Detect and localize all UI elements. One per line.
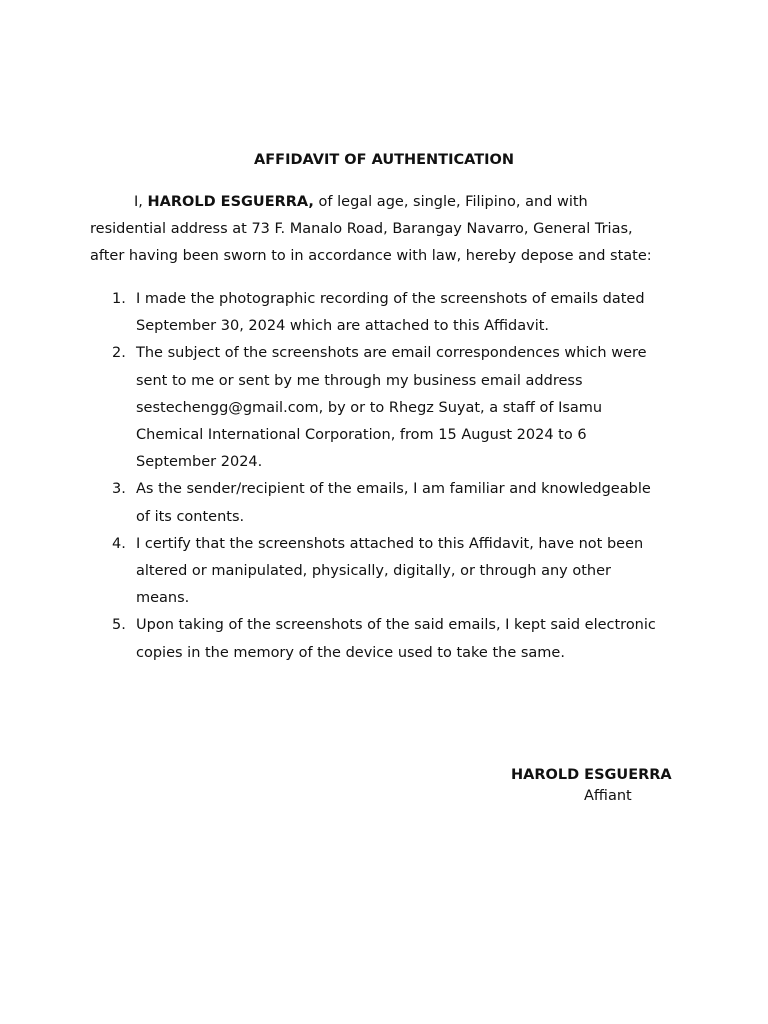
list-item [110,476,685,530]
document-title: AFFIDAVIT OF AUTHENTICATION [254,152,514,168]
intro-line-2: residential address at 73 F. Manalo Road, Barangay Navarro, General Trias, [90,221,633,237]
list-item-line: I certify that the screenshots attached to this Affidavit, have not been [136,535,644,552]
list-item-line: Upon taking of the screenshots of the said emails, I kept said electronic [136,617,656,634]
intro-prefix: I, [134,194,148,210]
list-item [110,286,685,340]
list-item [110,340,685,476]
list-item-line: As the sender/recipient of the emails, I am familiar and knowledgeable [136,481,651,498]
list-item [110,612,685,666]
list-item-number: 3. [112,481,126,498]
signature-name: HAROLD ESGUERRA [511,767,672,783]
list-item-line: altered or manipulated, physically, digitally, or through any other [136,563,611,580]
list-item-line: means. [136,590,190,607]
intro-paragraph [90,189,680,270]
list-item-line: Chemical International Corporation, from 15 August 2024 to 6 [136,427,587,444]
intro-line-1 [90,189,680,216]
list-item-number: 5. [112,617,126,634]
list-item-number: 4. [112,535,126,552]
affiant-name-inline: HAROLD ESGUERRA, [147,194,314,210]
intro-line-3: after having been sworn to in accordance with law, hereby depose and state: [90,248,652,264]
list-item-line: September 2024. [136,454,263,471]
list-item-line: sent to me or sent by me through my business email address [136,372,583,389]
list-item-line: The subject of the screenshots are email correspondences which were [136,345,647,362]
list-item-line: sestechengg@gmail.com, by or to Rhegz Suyat, a staff of Isamu [136,399,603,416]
list-item-line: of its contents. [136,508,245,525]
list-item-number: 1. [112,291,126,307]
intro-line-1-rest: of legal age, single, Filipino, and with [313,194,588,210]
list-item-line: I made the photographic recording of the screenshots of emails dated [136,291,645,307]
list-item-line: copies in the memory of the device used to take the same. [136,644,565,661]
list-item-line: September 30, 2024 which are attached to this Affidavit. [136,318,550,335]
list-item-number: 2. [112,345,126,362]
signature-role: Affiant [584,788,632,804]
statement-list [110,286,685,667]
list-item [110,531,685,613]
